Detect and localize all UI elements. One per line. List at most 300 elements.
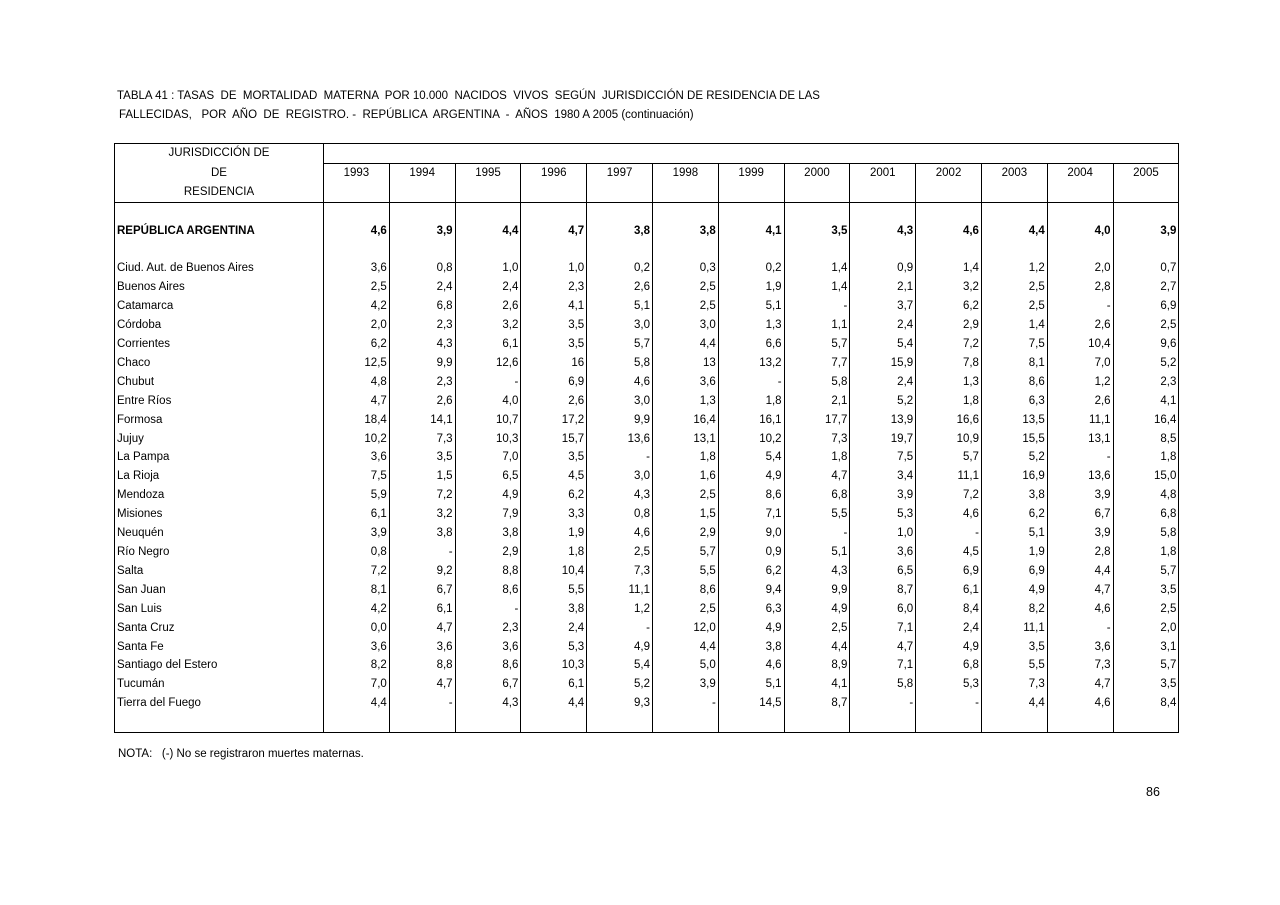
table-cell: 6,7 [1047,505,1113,524]
table-cell: 4,4 [784,638,850,657]
table-cell [718,713,784,732]
table-cell: 8,2 [981,600,1047,619]
table-cell: 2,5 [652,278,718,297]
table-cell: 1,8 [652,448,718,467]
table-cell: 9,3 [587,694,653,713]
table-cell: 4,5 [916,543,982,562]
table-cell: 2,1 [784,392,850,411]
table-cell: 7,1 [718,505,784,524]
table-cell: 7,0 [455,448,521,467]
table-cell [916,183,982,202]
table-cell: 5,8 [1113,524,1179,543]
table-cell [389,183,455,202]
table-cell: 4,7 [850,638,916,657]
table-cell: 1,8 [1113,448,1179,467]
table-row [115,335,1179,354]
table-cell [455,713,521,732]
table-cell: 3,8 [981,486,1047,505]
year-header: 1994 [389,163,455,182]
jurisdiction-name: Río Negro [115,543,324,562]
table-cell: 2,0 [324,316,390,335]
table-cell: 5,0 [652,656,718,675]
jurisdiction-name: Entre Ríos [115,392,324,411]
table-cell: 2,7 [1113,278,1179,297]
table-cell: 7,5 [981,335,1047,354]
table-cell: 8,1 [324,581,390,600]
table-cell: 1,0 [455,259,521,278]
table-cell: 2,6 [1047,392,1113,411]
jurisdiction-name: Formosa [115,411,324,430]
table-cell: - [389,543,455,562]
jurisdiction-name: Catamarca [115,297,324,316]
table-cell: 3,0 [587,316,653,335]
table-cell: 2,3 [389,373,455,392]
table-cell: 7,2 [916,486,982,505]
table-cell: 2,0 [1113,619,1179,638]
table-cell: 4,6 [324,222,390,241]
table-cell: 19,7 [850,430,916,449]
table-cell [718,202,784,221]
table-row [115,392,1179,411]
table-cell: 10,9 [916,430,982,449]
table-cell: - [1047,297,1113,316]
table-cell: 5,8 [784,373,850,392]
table-cell: 2,3 [389,316,455,335]
table-cell: - [1047,619,1113,638]
table-cell: 13,5 [981,411,1047,430]
table-cell: - [718,373,784,392]
table-cell: 4,9 [455,486,521,505]
table-cell: 8,6 [718,486,784,505]
table-cell: 4,4 [981,694,1047,713]
table-cell [1113,241,1179,260]
table-cell: 0,8 [324,543,390,562]
header-row [115,144,1179,164]
table-cell: 2,6 [455,297,521,316]
jurisdiction-name: Mendoza [115,486,324,505]
table-cell: 2,9 [916,316,982,335]
table-cell: 17,7 [784,411,850,430]
table-cell: 4,4 [1047,562,1113,581]
table-cell: 0,8 [587,505,653,524]
table-cell: 8,6 [455,581,521,600]
header-row [115,163,1179,182]
table-cell: 3,8 [652,222,718,241]
table-cell: 4,9 [784,600,850,619]
table-row [115,524,1179,543]
table-cell: - [784,297,850,316]
table-cell [324,183,390,202]
table-cell: 6,8 [784,486,850,505]
table-cell: 5,9 [324,486,390,505]
table-cell: 0,3 [652,259,718,278]
table-cell: 9,4 [718,581,784,600]
table-cell: 6,2 [718,562,784,581]
table-cell: 4,3 [455,694,521,713]
table-cell: 0,7 [1113,259,1179,278]
table-cell: 2,5 [981,297,1047,316]
jurisdiction-name: Córdoba [115,316,324,335]
table-cell: 17,2 [521,411,587,430]
table-cell: 3,9 [1047,486,1113,505]
table-cell: 4,1 [718,222,784,241]
table-row [115,505,1179,524]
table-row [115,619,1179,638]
table-cell: 14,1 [389,411,455,430]
table-cell [587,713,653,732]
table-cell: 6,3 [718,600,784,619]
table-cell: 1,8 [784,448,850,467]
table-cell: 0,2 [718,259,784,278]
table-cell: - [784,524,850,543]
table-cell [916,713,982,732]
table-row [115,543,1179,562]
table-cell: 4,1 [521,297,587,316]
table-cell [521,202,587,221]
jurisdiction-name: Jujuy [115,430,324,449]
table-cell: 1,8 [1113,543,1179,562]
year-header: 2002 [916,163,982,182]
table-cell: 8,1 [981,354,1047,373]
table-cell: 4,7 [1047,581,1113,600]
table-cell: 4,4 [521,694,587,713]
table-cell: 3,6 [324,638,390,657]
table-cell: 5,2 [850,392,916,411]
table-cell: 6,1 [916,581,982,600]
table-cell: 4,8 [324,373,390,392]
table-cell: 16,6 [916,411,982,430]
table-cell: 6,2 [324,335,390,354]
table-row [115,638,1179,657]
jurisdiction-name: Buenos Aires [115,278,324,297]
table-cell: 5,1 [784,543,850,562]
table-cell: 6,3 [981,392,1047,411]
table-cell: 16,4 [652,411,718,430]
table-cell: 6,9 [521,373,587,392]
table-cell [718,241,784,260]
table-cell [784,183,850,202]
table-cell: 4,8 [1113,486,1179,505]
table-cell [850,183,916,202]
table-cell: 1,9 [981,543,1047,562]
table-cell [324,202,390,221]
table-cell: 15,7 [521,430,587,449]
table-cell: 7,3 [389,430,455,449]
table-cell: 4,9 [587,638,653,657]
table-row [115,373,1179,392]
table-cell: 2,4 [850,373,916,392]
table-cell: 6,8 [1113,505,1179,524]
table-cell: 1,8 [718,392,784,411]
table-cell: - [916,524,982,543]
table-cell [521,183,587,202]
table-cell: 4,6 [916,505,982,524]
table-cell: - [916,694,982,713]
table-cell: 7,7 [784,354,850,373]
table-cell: 8,4 [916,600,982,619]
year-header: 1999 [718,163,784,182]
table-cell: 7,3 [981,675,1047,694]
table-cell: 8,7 [784,694,850,713]
table-cell: 3,5 [981,638,1047,657]
table-cell: 4,4 [652,638,718,657]
table-cell [1047,202,1113,221]
table-row [115,486,1179,505]
table-cell: 4,6 [916,222,982,241]
table-cell: 10,4 [521,562,587,581]
table-cell: 2,9 [652,524,718,543]
table-cell: 3,7 [850,297,916,316]
table-cell [652,183,718,202]
table-cell: 13,1 [1047,430,1113,449]
table-cell: 1,4 [916,259,982,278]
table-cell: 11,1 [1047,411,1113,430]
table-cell: 4,9 [718,619,784,638]
table-cell: 4,3 [784,562,850,581]
table-cell: 3,2 [916,278,982,297]
table-cell [850,202,916,221]
table-cell: 10,7 [455,411,521,430]
table-cell: 5,1 [587,297,653,316]
table-cell: 3,8 [389,524,455,543]
spacer [115,241,324,260]
table-cell: 8,9 [784,656,850,675]
table-cell: 4,6 [1047,600,1113,619]
table-cell: 6,5 [850,562,916,581]
table-cell: 4,6 [587,524,653,543]
table-cell: - [455,600,521,619]
table-cell: 4,6 [587,373,653,392]
table-row [115,259,1179,278]
table-cell [916,241,982,260]
table-cell: 2,0 [1047,259,1113,278]
table-cell: 7,2 [389,486,455,505]
table-cell: 9,0 [718,524,784,543]
table-cell: 5,7 [784,335,850,354]
table-cell: 1,9 [521,524,587,543]
table-cell: 12,5 [324,354,390,373]
table-cell [324,713,390,732]
table-cell: 2,5 [1113,600,1179,619]
table-cell: 7,3 [1047,656,1113,675]
table-cell: 5,3 [850,505,916,524]
table-cell [455,202,521,221]
table-cell [521,713,587,732]
table-cell: 3,8 [521,600,587,619]
table-cell: 5,1 [718,297,784,316]
table-cell [455,241,521,260]
jurisdiction-name: Corrientes [115,335,324,354]
jurisdiction-name: Chubut [115,373,324,392]
table-cell: 4,0 [455,392,521,411]
table-cell: 3,0 [587,392,653,411]
table-cell: 3,4 [850,467,916,486]
table-cell [784,241,850,260]
table-cell: 3,9 [1113,222,1179,241]
table-cell: 3,6 [850,543,916,562]
jurisdiction-name: Salta [115,562,324,581]
table-cell: - [455,373,521,392]
table-cell: 3,9 [324,524,390,543]
table-cell: 2,6 [389,392,455,411]
spacer [115,713,324,732]
table-cell [916,202,982,221]
table-cell: 2,8 [1047,543,1113,562]
jurisdiction-name: Tucumán [115,675,324,694]
table-cell: 8,6 [981,373,1047,392]
table-cell [784,713,850,732]
table-cell: 3,6 [324,259,390,278]
table-cell [1047,713,1113,732]
table-cell [981,202,1047,221]
table-cell: 6,2 [916,297,982,316]
year-header: 1998 [652,163,718,182]
table-cell: 3,8 [455,524,521,543]
table-cell: 6,9 [916,562,982,581]
table-cell: 16 [521,354,587,373]
table-cell: 2,4 [850,316,916,335]
table-cell: 13,6 [1047,467,1113,486]
table-cell: 2,5 [652,486,718,505]
table-cell: 8,6 [652,581,718,600]
table-cell: 3,6 [652,373,718,392]
table-cell: 6,1 [455,335,521,354]
table-cell [652,202,718,221]
table-cell: 4,7 [389,619,455,638]
table-cell: 4,9 [718,467,784,486]
table-cell: 11,1 [916,467,982,486]
table-cell: 3,5 [521,335,587,354]
table-cell: 6,2 [521,486,587,505]
table-cell: 0,0 [324,619,390,638]
page-number: 86 [1146,785,1160,799]
table-cell: 9,9 [587,411,653,430]
table-cell: 11,1 [587,581,653,600]
table-cell: 2,5 [587,543,653,562]
jurisdiction-name: San Luis [115,600,324,619]
table-cell: 5,4 [718,448,784,467]
year-header: 1993 [324,163,390,182]
table-cell: 2,6 [587,278,653,297]
table-cell: 5,7 [916,448,982,467]
table-cell: 8,6 [455,656,521,675]
table-cell: - [1047,448,1113,467]
table-cell: 6,8 [389,297,455,316]
jurisdiction-name: Chaco [115,354,324,373]
table-cell [389,241,455,260]
spacer-row [115,202,1179,221]
table-cell: 5,2 [1113,354,1179,373]
table-title-line-1: TABLA 41 : TASAS DE MORTALIDAD MATERNA POR 10.000 NACIDOS VIVOS SEGÚN JURISDICCIÓN DE RESIDENCIA DE LAS [117,90,820,102]
table-cell: - [652,694,718,713]
table-cell: 2,9 [455,543,521,562]
table-row [115,656,1179,675]
table-cell: 7,1 [850,619,916,638]
header-span [324,144,1179,164]
table-cell: 5,7 [1113,562,1179,581]
table-cell: 1,1 [784,316,850,335]
table-row [115,316,1179,335]
table-cell: 4,2 [324,600,390,619]
table-cell: 4,7 [324,392,390,411]
table-cell: 9,6 [1113,335,1179,354]
table-cell: 1,2 [981,259,1047,278]
table-cell: 7,0 [1047,354,1113,373]
table-cell: 4,3 [389,335,455,354]
table-cell: 8,8 [389,656,455,675]
year-header: 2000 [784,163,850,182]
total-label: REPÚBLICA ARGENTINA [115,222,324,241]
table-cell: 3,1 [1113,638,1179,657]
table-cell [521,241,587,260]
table-cell: 4,3 [850,222,916,241]
table-cell [1113,713,1179,732]
table-cell: 7,1 [850,656,916,675]
table-cell: 5,3 [521,638,587,657]
table-cell: 4,6 [1047,694,1113,713]
year-header: 2005 [1113,163,1179,182]
table-cell: 14,5 [718,694,784,713]
table-cell: 0,8 [389,259,455,278]
table-cell: 5,4 [587,656,653,675]
spacer-row [115,713,1179,732]
table-cell: 10,3 [455,430,521,449]
table-row [115,675,1179,694]
table-cell: 3,8 [718,638,784,657]
table-cell: 8,5 [1113,430,1179,449]
table-cell: 5,4 [850,335,916,354]
table-cell: 4,9 [981,581,1047,600]
table-cell: 6,9 [1113,297,1179,316]
table-cell: 5,8 [850,675,916,694]
table-cell: 10,2 [718,430,784,449]
total-row [115,222,1179,241]
table-cell: 3,2 [389,505,455,524]
table-note: NOTA: (-) No se registraron muertes maternas. [118,748,364,760]
table-cell [718,183,784,202]
table-cell: 7,5 [324,467,390,486]
table-cell: 4,4 [324,694,390,713]
spacer [115,202,324,221]
table-cell: 5,3 [916,675,982,694]
table-cell: 4,7 [521,222,587,241]
table-cell: 4,4 [981,222,1047,241]
table-cell: 3,9 [1047,524,1113,543]
table-cell [587,183,653,202]
table-cell [1113,183,1179,202]
table-row [115,297,1179,316]
table-row [115,354,1179,373]
table-cell: 7,2 [916,335,982,354]
table-cell: 1,6 [652,467,718,486]
table-cell: 0,9 [850,259,916,278]
table-cell [389,202,455,221]
table-cell: 10,2 [324,430,390,449]
table-cell: 2,1 [850,278,916,297]
table-cell: 4,7 [1047,675,1113,694]
table-cell: 2,4 [455,278,521,297]
table-cell: 3,5 [784,222,850,241]
table-cell: - [389,694,455,713]
table-cell [1047,183,1113,202]
table-row [115,562,1179,581]
table-cell: 6,9 [981,562,1047,581]
table-cell: 3,3 [521,505,587,524]
table-cell: 5,2 [587,675,653,694]
jurisdiction-name: Tierra del Fuego [115,694,324,713]
table-cell: 4,0 [1047,222,1113,241]
table-cell: 4,1 [1113,392,1179,411]
